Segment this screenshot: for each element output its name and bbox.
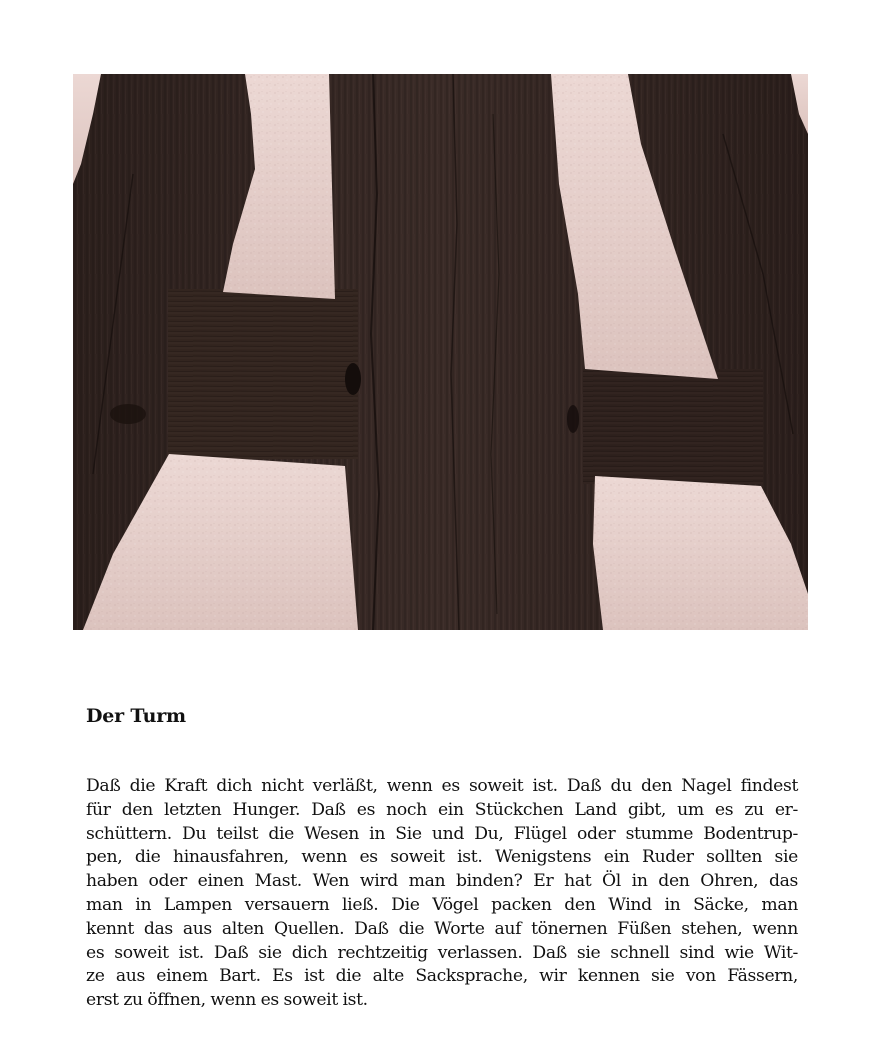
- poem-line: erst zu öffnen, wenn es soweit ist.: [86, 990, 368, 1011]
- poem-line: pen, die hinausfahren, wenn es soweit ist. Wenigstens ein Ruder sollten sie: [86, 847, 798, 868]
- poem-line: für den letzten Hunger. Daß es noch ein Stückchen Land gibt, um es zu er-: [86, 799, 798, 820]
- poem-line: Daß die Kraft dich nicht verläßt, wenn es soweit ist. Daß du den Nagel findest: [86, 776, 798, 796]
- poem-line: man in Lampen versauern ließ. Die Vögel packen den Wind in Säcke, man: [86, 894, 798, 915]
- poem-line: es soweit ist. Daß sie dich rechtzeitig verlassen. Daß sie schnell sind wie Wit-: [86, 942, 798, 963]
- poem-line: kennt das aus alten Quellen. Daß die Worte auf tönernen Füßen stehen, wenn: [86, 918, 798, 939]
- poem-title: Der Turm: [86, 705, 186, 727]
- half-timbered-wall-photo: [73, 74, 808, 630]
- poem-line: haben oder einen Mast. Wen wird man binden? Er hat Öl in den Ohren, das: [86, 871, 798, 892]
- poem-line: schüttern. Du teilst die Wesen in Sie und Du, Flügel oder stumme Bodentrup-: [86, 823, 798, 844]
- poem-body: [86, 775, 798, 1013]
- poem-line: ze aus einem Bart. Es ist die alte Sacksprache, wir kennen sie von Fässern,: [86, 966, 798, 987]
